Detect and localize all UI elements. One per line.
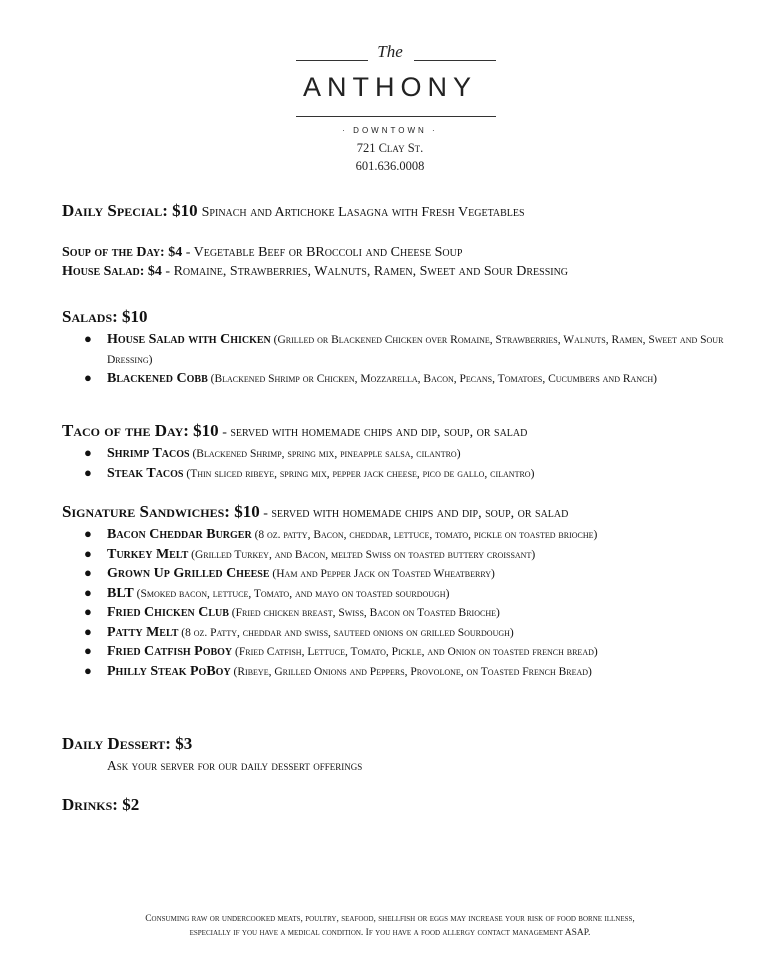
- bullet-icon: ●: [84, 331, 92, 346]
- item-name: Blackened Cobb: [107, 371, 208, 386]
- item-desc: (Ham and Pepper Jack on Toasted Wheatberry): [269, 568, 495, 580]
- dessert-heading: Daily Dessert: $3: [62, 734, 193, 753]
- sandwiches-list: [82, 525, 732, 681]
- salads-heading: Salads: $10: [62, 307, 148, 326]
- drinks-heading: Drinks: $2: [62, 795, 140, 814]
- item-desc: (Blackened Shrimp, spring mix, pineapple salsa, cilantro): [189, 448, 461, 460]
- house-salad-heading: House Salad: $4: [62, 264, 162, 279]
- logo-script: The: [377, 42, 403, 61]
- sandwiches-heading: Signature Sandwiches: $10: [62, 502, 260, 521]
- item-name: Steak Tacos: [107, 465, 184, 481]
- item-desc: (Fried chicken breast, Swiss, Bacon on Toasted Brioche): [228, 607, 500, 619]
- tacos-section: [62, 421, 527, 441]
- bullet-icon: ●: [84, 623, 92, 639]
- daily-special-heading: Daily Special: $10: [62, 201, 198, 220]
- list-item: [82, 525, 732, 545]
- bullet-icon: ●: [84, 565, 92, 580]
- item-desc: (Grilled Turkey, and Bacon, melted Swiss on toasted buttery croissant): [188, 548, 536, 561]
- item-name: Bacon Cheddar Burger: [107, 527, 252, 542]
- bullet-icon: ●: [84, 604, 92, 619]
- tacos-desc: - served with homemade chips and dip, soup, or salad: [218, 425, 528, 440]
- bullet-icon: ●: [84, 526, 92, 541]
- list-item: [82, 642, 732, 662]
- disclaimer: [40, 912, 740, 940]
- logo-divider: [296, 60, 368, 61]
- house-salad: [62, 262, 568, 280]
- list-item: [82, 464, 732, 484]
- list-item: [82, 662, 732, 682]
- bullet-icon: ●: [84, 370, 92, 385]
- item-desc: (8 oz. Patty, cheddar and swiss, sauteed onions on grilled Sourdough): [178, 626, 514, 639]
- soup-of-the-day: [62, 243, 462, 261]
- drinks-section: [62, 795, 139, 815]
- disclaimer-line: especially if you have a medical condition. If you have a food allergy contact management ASAP.: [189, 928, 591, 938]
- list-item: [82, 369, 732, 389]
- bullet-icon: ●: [84, 643, 92, 658]
- bullet-icon: ●: [84, 584, 92, 600]
- item-name: BLT: [107, 585, 134, 601]
- item-desc: (Ribeye, Grilled Onions and Peppers, Provolone, on Toasted French Bread): [230, 665, 592, 678]
- logo-name: ANTHONY: [302, 72, 477, 102]
- address: 721 Clay St.: [356, 141, 424, 155]
- list-item: [82, 330, 732, 369]
- item-desc: (Smoked bacon, lettuce, Tomato, and mayo on toasted sourdough): [133, 587, 450, 600]
- phone: 601.636.0008: [355, 159, 425, 173]
- item-name: Turkey Melt: [107, 546, 189, 562]
- bullet-icon: ●: [84, 545, 92, 561]
- list-item: [82, 444, 732, 464]
- dessert-desc: Ask your server for our daily dessert offerings: [107, 758, 363, 773]
- soup-heading: Soup of the Day: $4: [62, 245, 183, 260]
- item-name: Grown Up Grilled Cheese: [107, 566, 270, 581]
- tacos-list: [82, 444, 732, 483]
- list-item: [82, 623, 732, 643]
- dessert-section: [62, 734, 192, 754]
- sandwiches-section: [62, 502, 568, 522]
- item-name: Fried Chicken Club: [107, 605, 229, 620]
- sandwiches-desc: - served with homemade chips and dip, soup, or salad: [259, 506, 569, 521]
- item-desc: (Fried Catfish, Lettuce, Tomato, Pickle, and Onion on toasted french bread): [232, 646, 598, 658]
- item-name: Fried Catfish Poboy: [107, 644, 233, 659]
- item-name: Shrimp Tacos: [107, 446, 190, 461]
- list-item: [82, 603, 732, 623]
- bullet-icon: ●: [84, 445, 92, 460]
- house-salad-desc: - Romaine, Strawberries, Walnuts, Ramen, Sweet and Sour Dressing: [161, 264, 569, 279]
- soup-desc: - Vegetable Beef or BRoccoli and Cheese Soup: [182, 245, 463, 260]
- logo-divider: [414, 60, 496, 61]
- salads-section: [62, 307, 148, 327]
- list-item: [82, 545, 732, 565]
- item-desc: (Grilled or Blackened Chicken over Romaine, Strawberries, Walnuts, Ramen, Sweet and Sour Dressing): [107, 334, 724, 366]
- item-desc: (Blackened Shrimp or Chicken, Mozzarella, Bacon, Pecans, Tomatoes, Cucumbers and Ranch): [207, 373, 658, 385]
- bullet-icon: ●: [84, 662, 92, 678]
- item-desc: (8 oz. patty, Bacon, cheddar, lettuce, tomato, pickle on toasted brioche): [251, 529, 598, 541]
- daily-special: [62, 201, 525, 221]
- logo-subtitle: · DOWNTOWN ·: [342, 126, 438, 135]
- list-item: [82, 564, 732, 584]
- list-item: [82, 584, 732, 604]
- item-name: House Salad with Chicken: [107, 332, 271, 347]
- daily-special-desc: Spinach and Artichoke Lasagna with Fresh Vegetables: [201, 205, 525, 220]
- tacos-heading: Taco of the Day: $10: [62, 421, 219, 440]
- item-name: Philly Steak PoBoy: [107, 663, 231, 679]
- logo-divider: [296, 116, 496, 117]
- disclaimer-line: Consuming raw or undercooked meats, poultry, seafood, shellfish or eggs may increase your risk of food borne illness,: [145, 914, 635, 924]
- salads-list: [82, 330, 732, 389]
- bullet-icon: ●: [84, 464, 92, 480]
- item-name: Patty Melt: [107, 624, 179, 640]
- item-desc: (Thin sliced ribeye, spring mix, pepper jack cheese, pico de gallo, cilantro): [183, 467, 535, 480]
